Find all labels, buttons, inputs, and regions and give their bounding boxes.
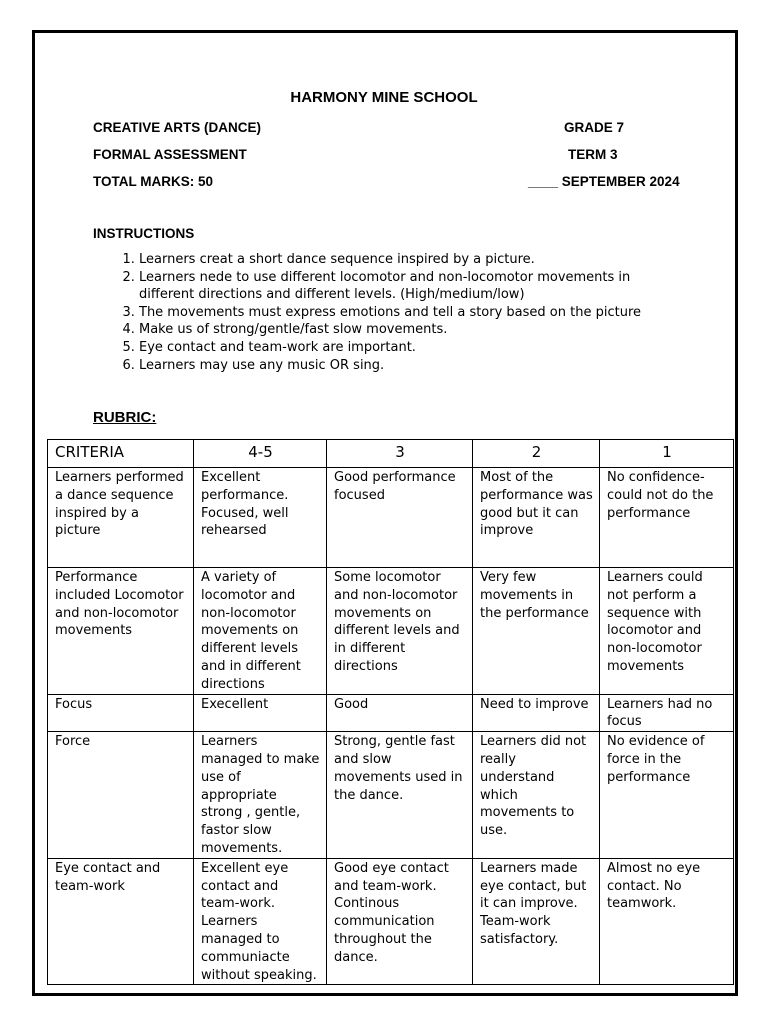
score-cell: Learners had no focus (600, 694, 734, 732)
table-row (48, 468, 734, 568)
term-label: TERM 3 (568, 147, 618, 162)
cell-text: Excellent eye contact and team-work. (201, 860, 289, 912)
score-cell: Most of the performance was good but it can improve (473, 468, 600, 568)
score-cell (194, 858, 327, 985)
instruction-item: 4. Make us of strong/gentle/fast slow movements. (139, 321, 653, 339)
criteria-cell: Performance included Locomotor and non-locomotor movements (48, 568, 194, 695)
grade-label: GRADE 7 (564, 120, 625, 135)
score-cell: A variety of locomotor and non-locomotor movements on different levels and in different directions (194, 568, 327, 695)
score-cell: Good (327, 694, 473, 732)
cell-text: Learners managed to communiacte without speaking. (201, 914, 317, 983)
instructions-title: INSTRUCTIONS (93, 226, 195, 241)
header-score-1: 1 (600, 440, 734, 468)
criteria-cell: Learners performed a dance sequence inspired by a picture (48, 468, 194, 568)
instructions-list (93, 251, 653, 374)
subject-label: CREATIVE ARTS (DANCE) (93, 120, 261, 135)
header-score-4-5: 4-5 (194, 440, 327, 468)
score-cell: Need to improve (473, 694, 600, 732)
instruction-item: 2. Learners nede to use different locomotor and non-locomotor movements in different directions and different levels. (High/medium/low) (139, 269, 653, 304)
score-cell: Learners made eye contact, but it can improve. Team-work satisfactory. (473, 858, 600, 985)
criteria-cell: Force (48, 732, 194, 859)
table-row (48, 732, 734, 859)
school-name: HARMONY MINE SCHOOL (290, 89, 478, 106)
criteria-cell: Focus (48, 694, 194, 732)
score-cell: Good eye contact and team-work. Continous communication throughout the dance. (327, 858, 473, 985)
score-cell: Very few movements in the performance (473, 568, 600, 695)
assessment-label: FORMAL ASSESSMENT (93, 147, 247, 162)
rubric-table (47, 439, 734, 985)
header-score-3: 3 (327, 440, 473, 468)
score-cell: Execellent (194, 694, 327, 732)
score-cell: Excellent performance. Focused, well rehearsed (194, 468, 327, 568)
table-row (48, 694, 734, 732)
instruction-item: 1. Learners creat a short dance sequence inspired by a picture. (139, 251, 653, 269)
score-cell: Learners did not really understand which movements to use. (473, 732, 600, 859)
total-marks-label: TOTAL MARKS: 50 (93, 174, 214, 189)
score-cell: No confidence- could not do the performance (600, 468, 734, 568)
score-cell: Good performance focused (327, 468, 473, 568)
criteria-cell: Eye contact and team-work (48, 858, 194, 985)
score-cell: No evidence of force in the performance (600, 732, 734, 859)
instruction-item: 6. Learners may use any music OR sing. (139, 357, 653, 375)
score-cell: Learners managed to make use of appropriate strong , gentle, fastor slow movements. (194, 732, 327, 859)
rubric-header-row (48, 440, 734, 468)
score-cell: Some locomotor and non-locomotor movements on different levels and in different directions (327, 568, 473, 695)
rubric-title: RUBRIC: (93, 409, 157, 426)
table-row (48, 858, 734, 985)
score-cell: Almost no eye contact. No teamwork. (600, 858, 734, 985)
score-cell: Learners could not perform a sequence with locomotor and non-locomotor movements (600, 568, 734, 695)
table-row (48, 568, 734, 695)
header-criteria: CRITERIA (48, 440, 194, 468)
instruction-item: 5. Eye contact and team-work are important. (139, 339, 653, 357)
header-score-2: 2 (473, 440, 600, 468)
instruction-item: 3. The movements must express emotions and tell a story based on the picture (139, 304, 653, 322)
score-cell: Strong, gentle fast and slow movements used in the dance. (327, 732, 473, 859)
date-label: ____ SEPTEMBER 2024 (528, 174, 680, 189)
